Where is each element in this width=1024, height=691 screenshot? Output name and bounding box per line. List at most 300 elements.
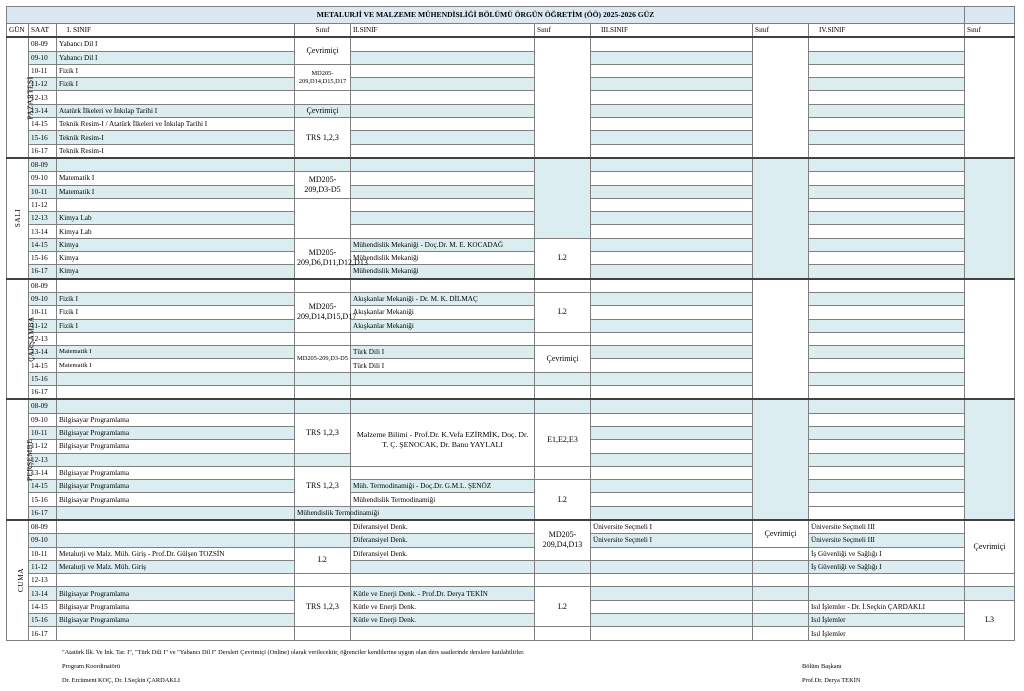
course-cell [57, 627, 295, 640]
course-cell [809, 265, 965, 279]
course-cell: Isıl İşlemler - Dr. İ.Seçkin ÇARDAKLI [809, 600, 965, 613]
course-cell [351, 37, 535, 51]
room-cell [535, 386, 591, 400]
room-cell [295, 627, 351, 640]
hour-cell: 14-15 [29, 480, 57, 493]
course-cell [809, 118, 965, 131]
course-cell: Bilgisayar Programlama [57, 480, 295, 493]
hour-cell: 09-10 [29, 534, 57, 547]
course-cell [591, 104, 753, 117]
course-cell [591, 399, 753, 413]
hour-cell: 10-11 [29, 306, 57, 319]
course-cell [351, 104, 535, 117]
course-cell [591, 78, 753, 91]
course-cell [591, 547, 753, 560]
course-cell: Bilgisayar Programlama [57, 600, 295, 613]
hour-cell: 11-12 [29, 78, 57, 91]
room-cell [295, 386, 351, 400]
hour-cell: 13-14 [29, 346, 57, 359]
room-cell [295, 158, 351, 172]
hour-cell: 16-17 [29, 265, 57, 279]
course-cell [809, 319, 965, 332]
hour-cell: 16-17 [29, 627, 57, 640]
room-cell: TRS 1,2,3 [295, 118, 351, 158]
course-cell [57, 534, 295, 547]
course-cell: Matematik I [57, 172, 295, 185]
course-cell [591, 506, 753, 520]
hour-cell: 15-16 [29, 614, 57, 627]
header-sinif-1: I. SINIF [57, 24, 295, 38]
hour-cell: 16-17 [29, 144, 57, 158]
course-cell [351, 332, 535, 345]
course-cell: Kütle ve Enerji Denk. - Prof.Dr. Derya TEKİN [351, 587, 535, 600]
course-cell [351, 91, 535, 104]
room-cell [753, 158, 809, 279]
course-cell [351, 78, 535, 91]
course-cell [809, 225, 965, 238]
course-cell [57, 332, 295, 345]
course-cell [351, 466, 535, 479]
course-cell: İş Güvenliği ve Sağlığı I [809, 560, 965, 573]
room-cell [535, 399, 591, 413]
course-cell [591, 614, 753, 627]
header-room-2: Sınıf [535, 24, 591, 38]
course-cell [809, 332, 965, 345]
room-cell [535, 37, 591, 158]
room-cell: Çevrimiçi [753, 520, 809, 547]
hour-cell: 15-16 [29, 131, 57, 144]
room-cell: Çevrimiçi [965, 520, 1015, 574]
room-cell: L2 [535, 292, 591, 332]
course-cell [591, 440, 753, 453]
course-cell [809, 158, 965, 172]
course-cell [591, 306, 753, 319]
timetable-wrapper [6, 6, 1015, 641]
day-persembe: PERŞEMBE [7, 399, 29, 520]
course-cell [57, 279, 295, 293]
course-cell: Müh. Termodinamiği - Doç.Dr. G.M.L. ŞENÖZ [351, 480, 535, 493]
hour-cell: 09-10 [29, 172, 57, 185]
room-cell: TRS 1,2,3 [295, 466, 351, 506]
hour-cell: 12-13 [29, 453, 57, 466]
room-cell [753, 560, 809, 573]
course-cell [809, 399, 965, 413]
room-cell [295, 453, 351, 466]
coordinator-label: Program Koordinatörü [62, 663, 121, 670]
course-cell [591, 346, 753, 359]
course-cell: Matematik I [57, 359, 295, 372]
course-cell [809, 306, 965, 319]
room-cell [753, 574, 809, 587]
course-cell [591, 386, 753, 400]
course-cell [809, 440, 965, 453]
course-cell [591, 627, 753, 640]
room-cell [753, 627, 809, 640]
hour-cell: 15-16 [29, 372, 57, 385]
hour-cell: 15-16 [29, 252, 57, 265]
hour-cell: 13-14 [29, 104, 57, 117]
room-cell [535, 279, 591, 293]
header-room-3: Sınıf [753, 24, 809, 38]
room-cell: L2 [535, 238, 591, 278]
room-cell: E1,E2,E3 [535, 413, 591, 466]
room-cell [753, 614, 809, 627]
course-cell: Kütle ve Enerji Denk. [351, 614, 535, 627]
course-cell [591, 359, 753, 372]
room-cell [535, 627, 591, 640]
hour-cell: 14-15 [29, 238, 57, 251]
course-cell [809, 252, 965, 265]
course-cell: Bilgisayar Programlama [57, 440, 295, 453]
course-cell [809, 91, 965, 104]
course-cell: Kimya [57, 265, 295, 279]
room-cell: Çevrimiçi [295, 37, 351, 64]
hour-cell: 14-15 [29, 359, 57, 372]
course-cell [57, 399, 295, 413]
coordinator-names: Dr. Ercüment KOÇ, Dr. İ.Seçkin ÇARDAKLI [62, 677, 181, 684]
room-cell: Çevrimiçi [295, 104, 351, 117]
hour-cell: 09-10 [29, 51, 57, 64]
course-cell: Isıl İşlemler [809, 614, 965, 627]
course-cell: Mühendislik Termodinamiği [351, 493, 535, 506]
room-cell [965, 279, 1015, 400]
room-cell [965, 587, 1015, 600]
timetable [6, 6, 1015, 641]
course-cell: Kimya [57, 238, 295, 251]
room-cell [965, 158, 1015, 279]
course-cell [809, 466, 965, 479]
header-sinif-4: IV.SINIF [809, 24, 965, 38]
course-cell: Türk Dili I [351, 359, 535, 372]
course-cell [809, 574, 965, 587]
course-cell: Mühendislik Termodinamiği [295, 506, 351, 520]
course-cell [809, 292, 965, 305]
course-cell [809, 413, 965, 426]
hour-cell: 13-14 [29, 466, 57, 479]
hour-cell: 11-12 [29, 560, 57, 573]
room-cell: L2 [535, 587, 591, 627]
header-room-4: Sınıf [965, 24, 1015, 38]
course-cell [591, 51, 753, 64]
course-cell: Kimya [57, 252, 295, 265]
room-cell: MD205-209,D14,D15,D17 [295, 64, 351, 91]
room-cell [535, 158, 591, 238]
hour-cell: 12-13 [29, 91, 57, 104]
course-cell: Bilgisayar Programlama [57, 413, 295, 426]
course-cell [351, 131, 535, 144]
room-cell [965, 574, 1015, 587]
course-cell [591, 372, 753, 385]
course-cell [809, 587, 965, 600]
course-cell: Üniversite Seçmeli I [591, 520, 753, 534]
room-cell [295, 520, 351, 534]
course-cell [809, 480, 965, 493]
course-cell [351, 386, 535, 400]
hour-cell: 14-15 [29, 600, 57, 613]
room-cell: L2 [295, 547, 351, 574]
course-cell: Bilgisayar Programlama [57, 587, 295, 600]
course-cell [809, 37, 965, 51]
course-cell [591, 118, 753, 131]
hour-cell: 12-13 [29, 212, 57, 225]
course-cell [591, 252, 753, 265]
course-cell: Kütle ve Enerji Denk. [351, 600, 535, 613]
room-cell: MD205-209,D3-D5 [295, 172, 351, 199]
course-cell [57, 520, 295, 534]
course-cell: Akışkanlar Mekaniği [351, 319, 535, 332]
course-cell [351, 372, 535, 385]
course-cell [591, 292, 753, 305]
course-cell [591, 238, 753, 251]
course-cell: Metalurji ve Malz. Müh. Giriş [57, 560, 295, 573]
room-cell [295, 534, 351, 547]
course-cell [809, 372, 965, 385]
hour-cell: 08-09 [29, 399, 57, 413]
course-cell [809, 144, 965, 158]
hour-cell: 08-09 [29, 158, 57, 172]
room-cell [295, 279, 351, 293]
course-cell [591, 64, 753, 77]
course-cell [57, 386, 295, 400]
head-label: Bölüm Başkanı [802, 663, 842, 670]
course-cell [351, 51, 535, 64]
course-cell [809, 64, 965, 77]
room-cell [295, 399, 351, 413]
course-cell [591, 600, 753, 613]
room-cell [295, 198, 351, 238]
course-cell: Mühendislik Mekaniği - Doç.Dr. M. E. KOCADAĞ [351, 238, 535, 251]
room-cell: L2 [535, 480, 591, 520]
course-cell [591, 480, 753, 493]
course-cell: Teknik Resim-I [57, 131, 295, 144]
room-cell: Çevrimiçi [535, 346, 591, 373]
course-cell [809, 51, 965, 64]
course-cell [591, 426, 753, 439]
course-cell: Mühendislik Mekaniği [351, 252, 535, 265]
room-cell [965, 37, 1015, 158]
hour-cell: 11-12 [29, 198, 57, 211]
course-cell [809, 172, 965, 185]
hour-cell: 15-16 [29, 493, 57, 506]
course-cell: Isıl İşlemler [809, 627, 965, 640]
room-cell [295, 91, 351, 104]
course-cell [809, 346, 965, 359]
course-cell: Malzeme Bilimi - Prof.Dr. K.Vefa EZİRMİK, Doç. Dr. T. Ç. ŞENOCAK, Dr. Banu YAYLALI [351, 413, 535, 466]
course-cell: Fizik I [57, 78, 295, 91]
course-cell [57, 372, 295, 385]
room-cell [535, 574, 591, 587]
course-cell [591, 225, 753, 238]
course-cell [591, 466, 753, 479]
course-cell [809, 198, 965, 211]
room-cell: MD205-209,D14,D15,D17 [295, 292, 351, 332]
hour-cell: 11-12 [29, 440, 57, 453]
room-cell [295, 574, 351, 587]
course-cell [591, 560, 753, 573]
course-cell [351, 158, 535, 172]
footer-note: "Atatürk İlk. Ve İnk. Tar. I", "Türk Dili I" ve "Yabancı Dil I" Dersleri Çevrimiçi (Online) olarak verilecektir, öğrenciler kendilerine uygun olan ders saatlerinde derslere katılabilirler. [62, 649, 525, 656]
room-cell [753, 399, 809, 520]
course-cell: Matematik I [57, 185, 295, 198]
day-pazartesi: PAZARTESİ [7, 37, 29, 158]
day-cuma: CUMA [7, 520, 29, 640]
hour-cell: 08-09 [29, 37, 57, 51]
course-cell: Atatürk İlkeleri ve İnkılap Tarihi I [57, 104, 295, 117]
head-name: Prof.Dr. Derya TEKİN [802, 677, 861, 684]
course-cell [351, 399, 535, 413]
header-gun: GÜN [7, 24, 29, 38]
room-cell: MD205-209,D3-D5 [295, 346, 351, 373]
course-cell: Bilgisayar Programlama [57, 426, 295, 439]
hour-cell: 09-10 [29, 413, 57, 426]
course-cell [351, 574, 535, 587]
course-cell [591, 131, 753, 144]
course-cell: Akışkanlar Mekaniği [351, 306, 535, 319]
course-cell [57, 506, 295, 520]
room-cell [535, 332, 591, 345]
course-cell: Fizik I [57, 319, 295, 332]
course-cell [591, 265, 753, 279]
course-cell: Teknik Resim-I [57, 144, 295, 158]
course-cell: Bilgisayar Programlama [57, 614, 295, 627]
hour-cell: 10-11 [29, 426, 57, 439]
course-cell [809, 279, 965, 293]
course-cell [591, 332, 753, 345]
course-cell [809, 212, 965, 225]
hour-cell: 12-13 [29, 332, 57, 345]
course-cell: Üniversite Seçmeli III [809, 520, 965, 534]
course-cell [809, 359, 965, 372]
course-cell [351, 64, 535, 77]
day-sali: SALI [7, 158, 29, 279]
course-cell [351, 279, 535, 293]
room-cell [535, 560, 591, 573]
header-saat: SAAT [29, 24, 57, 38]
course-cell [809, 185, 965, 198]
course-cell [351, 560, 535, 573]
course-cell [591, 172, 753, 185]
hour-cell: 16-17 [29, 386, 57, 400]
room-cell [965, 399, 1015, 520]
course-cell: Diferansiyel Denk. [351, 534, 535, 547]
course-cell [809, 453, 965, 466]
hour-cell: 08-09 [29, 520, 57, 534]
room-cell [535, 372, 591, 385]
room-cell: TRS 1,2,3 [295, 413, 351, 453]
title-blank [965, 7, 1015, 24]
hour-cell: 10-11 [29, 547, 57, 560]
hour-cell: 11-12 [29, 319, 57, 332]
course-cell: Kimya Lab [57, 225, 295, 238]
hour-cell: 10-11 [29, 64, 57, 77]
room-cell: L3 [965, 600, 1015, 640]
course-cell [591, 319, 753, 332]
course-cell [57, 574, 295, 587]
course-cell [591, 144, 753, 158]
course-cell [809, 104, 965, 117]
course-cell [591, 493, 753, 506]
day-carsamba: ÇARŞAMBA [7, 279, 29, 400]
room-cell [753, 587, 809, 600]
course-cell: Diferansiyel Denk. [351, 547, 535, 560]
hour-cell: 12-13 [29, 574, 57, 587]
room-cell [753, 37, 809, 158]
header-sinif-3: III.SINIF [591, 24, 753, 38]
hour-cell: 10-11 [29, 185, 57, 198]
course-cell [591, 587, 753, 600]
header-sinif-2: II.SINIF [351, 24, 535, 38]
course-cell: Mühendislik Mekaniği [351, 265, 535, 279]
course-cell: Fizik I [57, 64, 295, 77]
course-cell [591, 212, 753, 225]
room-cell: MD205-209,D4,D13 [535, 520, 591, 560]
course-cell: Diferansiyel Denk. [351, 520, 535, 534]
course-cell: Metalurji ve Malz. Müh. Giriş - Prof.Dr. Gülşen TOZSİN [57, 547, 295, 560]
room-cell [535, 466, 591, 479]
hour-cell: 08-09 [29, 279, 57, 293]
course-cell [351, 144, 535, 158]
course-cell [809, 386, 965, 400]
room-cell [295, 372, 351, 385]
course-cell [57, 91, 295, 104]
course-cell: Üniversite Seçmeli III [809, 534, 965, 547]
course-cell: Üniversite Seçmeli I [591, 534, 753, 547]
course-cell: Matematik I [57, 346, 295, 359]
hour-cell: 14-15 [29, 118, 57, 131]
page-title: METALURJİ VE MALZEME MÜHENDİSLİĞİ BÖLÜMÜ ÖRGÜN ÖĞRETİM (ÖÖ) 2025-2026 GÜZ [7, 7, 965, 24]
course-cell: Bilgisayar Programlama [57, 466, 295, 479]
course-cell [351, 185, 535, 198]
course-cell [591, 91, 753, 104]
course-cell [809, 426, 965, 439]
course-cell: Akışkanlar Mekaniği - Dr. M. K. DİLMAÇ [351, 292, 535, 305]
course-cell [57, 158, 295, 172]
header-room-1: Sınıf [295, 24, 351, 38]
course-cell [351, 118, 535, 131]
course-cell: Bilgisayar Programlama [57, 493, 295, 506]
room-cell [753, 547, 809, 560]
course-cell [351, 198, 535, 211]
course-cell [351, 627, 535, 640]
room-cell [753, 279, 809, 400]
course-cell [591, 279, 753, 293]
course-cell: Türk Dili I [351, 346, 535, 359]
course-cell: Kimya Lab [57, 212, 295, 225]
course-cell: İş Güvenliği ve Sağlığı I [809, 547, 965, 560]
course-cell [591, 198, 753, 211]
course-cell: Fizik I [57, 306, 295, 319]
course-cell: Yabancı Dil I [57, 51, 295, 64]
course-cell [591, 413, 753, 426]
course-cell [591, 574, 753, 587]
course-cell [809, 78, 965, 91]
hour-cell: 13-14 [29, 587, 57, 600]
room-cell [753, 600, 809, 613]
course-cell [57, 453, 295, 466]
course-cell: Yabancı Dil I [57, 37, 295, 51]
course-cell [351, 212, 535, 225]
course-cell [591, 158, 753, 172]
hour-cell: 09-10 [29, 292, 57, 305]
course-cell: Fizik I [57, 292, 295, 305]
course-cell [351, 172, 535, 185]
course-cell [809, 238, 965, 251]
course-cell [809, 131, 965, 144]
course-cell [809, 493, 965, 506]
course-cell [591, 453, 753, 466]
course-cell [57, 198, 295, 211]
course-cell: Teknik Resim-I / Atatürk İlkeleri ve İnkılap Tarihi I [57, 118, 295, 131]
